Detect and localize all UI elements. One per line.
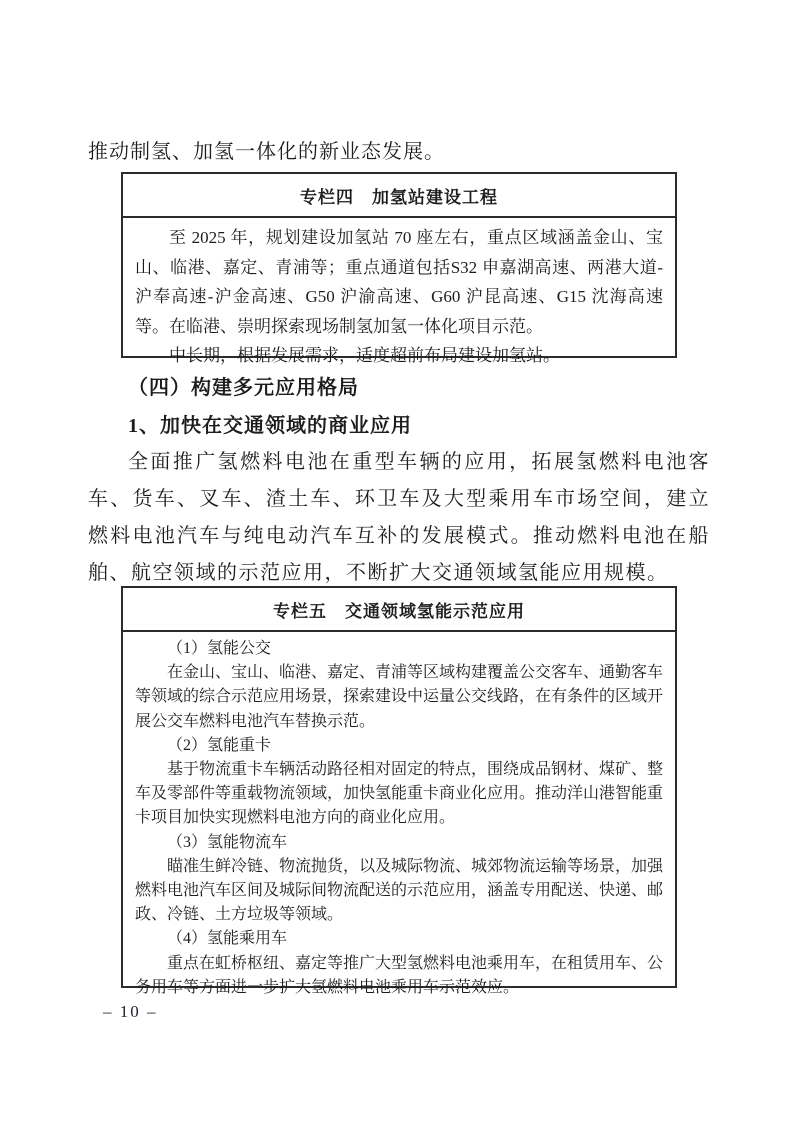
box4-body xyxy=(123,218,675,377)
box5-item2-heading: （2）氢能重卡 xyxy=(167,736,272,754)
body-paragraph: 全面推广氢燃料电池在重型车辆的应用，拓展氢燃料电池客车、货车、叉车、渣土车、环卫车及大型乘用车市场空间，建立燃料电池汽车与纯电动汽车互补的发展模式。推动燃料电池在船舶、航空领域的示范应用，不断扩大交通领域氢能应用规模。 xyxy=(88,451,710,584)
box5-item4-heading: （4）氢能乘用车 xyxy=(167,930,288,948)
box-column-5 xyxy=(121,586,677,996)
box5-item1-body: 在金山、宝山、临港、嘉定、青浦等区域构建覆盖公交客车、通勤客车等领域的综合示范应用场景，探索建设中运量公交线路，在有条件的区域开展公交车燃料电池汽车替换示范。 xyxy=(135,664,664,730)
box4-paragraph-2: 中长期，根据发展需求，适度超前布局建设加氢站。 xyxy=(169,346,560,365)
box5-body xyxy=(123,632,675,1006)
box5-item1-heading: （1）氢能公交 xyxy=(167,640,272,657)
subsection-heading: 1、加快在交通领域的商业应用 xyxy=(128,415,412,437)
box4-title: 专栏四 加氢站建设工程 xyxy=(123,174,675,218)
box4-paragraph-1: 至 2025 年，规划建设加氢站 70 座左右，重点区域涵盖金山、宝山、临港、嘉定、青浦等；重点通道包括S32 申嘉湖高速、两港大道-沪奉高速-沪金高速、G50 沪渝高速、G60 沪昆高速、G15 沈海高速等。在临港、崇明探索现场制氢加氢一体化项目示范。 xyxy=(135,228,663,336)
box5-item3-heading: （3）氢能物流车 xyxy=(167,833,288,851)
box5-title: 专栏五 交通领域氢能示范应用 xyxy=(123,588,675,632)
page-number: – 10 – xyxy=(103,1002,158,1021)
box5-item4-body: 重点在虹桥枢纽、嘉定等推广大型氢燃料电池乘用车，在租赁用车、公务用车等方面进一步扩大氢燃料电池乘用车示范效应。 xyxy=(135,954,664,996)
box-column-4 xyxy=(121,172,677,365)
box5-item3-body: 瞄准生鲜冷链、物流抛货，以及城际物流、城郊物流运输等场景，加强燃料电池汽车区间及城际间物流配送的示范应用，涵盖专用配送、快递、邮政、冷链、土方垃圾等领域。 xyxy=(135,857,664,924)
box5-item2-body: 基于物流重卡车辆活动路径相对固定的特点，围绕成品钢材、煤矿、整车及零部件等重载物流领域，加快氢能重卡商业化应用。推动洋山港智能重卡项目加快实现燃料电池方向的商业化应用。 xyxy=(135,761,664,827)
intro-paragraph: 推动制氢、加氢一体化的新业态发展。 xyxy=(88,141,445,163)
section-heading: （四）构建多元应用格局 xyxy=(128,377,359,399)
